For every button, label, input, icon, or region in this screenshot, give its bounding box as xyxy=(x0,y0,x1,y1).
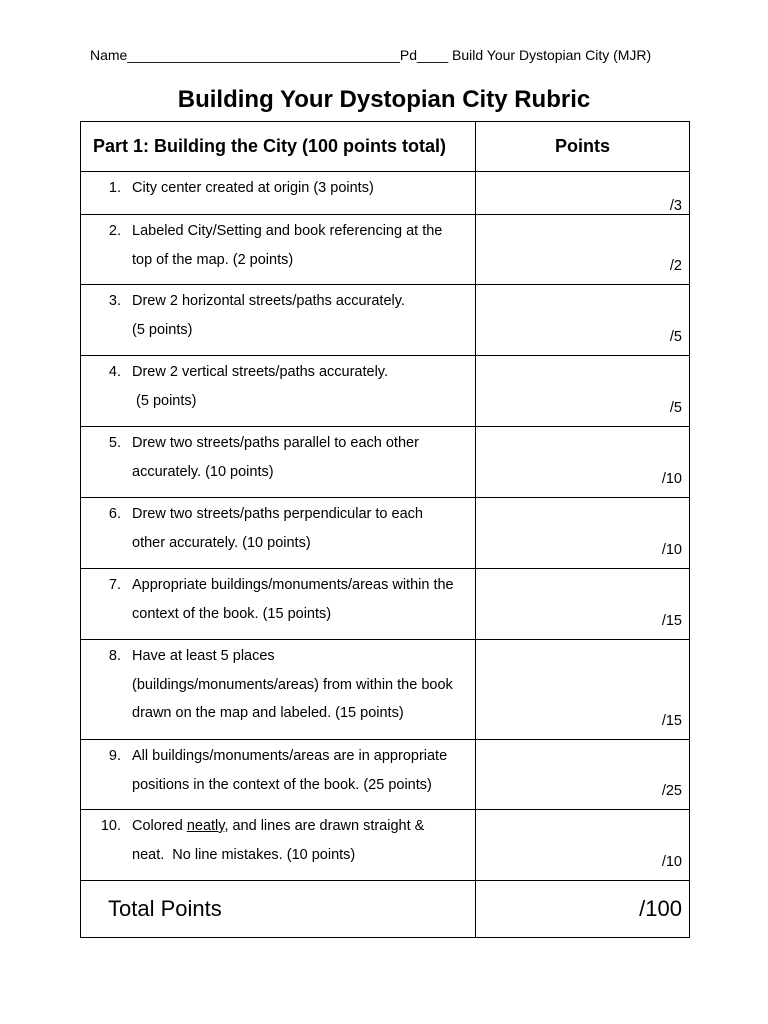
points-value: /15 xyxy=(661,713,682,729)
total-points-label: Total Points xyxy=(81,881,476,938)
criterion-text: context of the book. (15 points) xyxy=(132,605,332,622)
points-value: /10 xyxy=(661,854,682,870)
points-value: /10 xyxy=(661,542,682,558)
total-row xyxy=(81,881,690,938)
criterion-number: 10. xyxy=(100,818,121,834)
points-value: /3 xyxy=(669,198,682,214)
points-cell xyxy=(476,640,690,740)
table-row xyxy=(81,810,690,881)
criteria-column-header: Part 1: Building the City (100 points total) xyxy=(81,122,476,172)
points-cell xyxy=(476,356,690,427)
criterion-cell xyxy=(81,810,476,881)
criterion-number: 1. xyxy=(108,180,121,196)
points-cell xyxy=(476,427,690,498)
table-row xyxy=(81,356,690,427)
criterion-text: Drew two streets/paths perpendicular to each xyxy=(132,506,423,522)
rubric-table xyxy=(80,121,690,938)
points-value: /15 xyxy=(661,613,682,629)
criterion-number: 4. xyxy=(108,364,121,380)
criterion-text: Drew two streets/paths parallel to each other xyxy=(132,435,419,451)
total-points-value: /100 xyxy=(476,881,690,938)
criterion-text: Drew 2 vertical streets/paths accurately. xyxy=(132,364,388,380)
criterion-number: 2. xyxy=(108,223,121,239)
criterion-text: Labeled City/Setting and book referencing at the xyxy=(132,223,443,239)
table-row xyxy=(81,569,690,640)
points-cell xyxy=(476,285,690,356)
criterion-cell xyxy=(81,215,476,285)
points-column-header: Points xyxy=(476,122,690,172)
points-value: /10 xyxy=(661,471,682,487)
points-value: /2 xyxy=(669,258,682,274)
page-title: Building Your Dystopian City Rubric xyxy=(177,86,591,113)
table-row xyxy=(81,285,690,356)
criterion-text xyxy=(132,812,469,841)
criterion-text: (buildings/monuments/areas) from within the book xyxy=(132,676,453,693)
criterion-cell xyxy=(81,569,476,640)
criterion-number: 5. xyxy=(108,435,121,451)
criterion-text: (5 points) xyxy=(132,392,197,409)
table-row xyxy=(81,215,690,285)
criterion-text: Have at least 5 places xyxy=(132,648,275,664)
criterion-text: accurately. (10 points) xyxy=(132,463,274,480)
name-period-header: Name___________________________________Pd____ Build Your Dystopian City (MJR) xyxy=(90,47,652,63)
points-cell xyxy=(476,215,690,285)
criterion-text-prefix: Colored xyxy=(132,818,187,834)
criterion-text: Drew 2 horizontal streets/paths accurately. xyxy=(132,293,405,309)
criterion-number: 6. xyxy=(108,506,121,522)
criterion-text: All buildings/monuments/areas are in appropriate xyxy=(132,748,448,764)
points-cell xyxy=(476,172,690,215)
criterion-cell xyxy=(81,498,476,569)
criterion-text: top of the map. (2 points) xyxy=(132,251,294,268)
criterion-text: Appropriate buildings/monuments/areas within the xyxy=(132,577,454,593)
criterion-number: 7. xyxy=(108,577,121,593)
criterion-text: positions in the context of the book. (25 points) xyxy=(132,776,432,793)
table-row xyxy=(81,740,690,810)
table-row xyxy=(81,498,690,569)
criterion-cell xyxy=(81,285,476,356)
table-header-row xyxy=(81,122,690,172)
criterion-number: 8. xyxy=(108,648,121,664)
criterion-cell xyxy=(81,740,476,810)
points-cell xyxy=(476,810,690,881)
points-value: /25 xyxy=(661,783,682,799)
criterion-number: 9. xyxy=(108,748,121,764)
criterion-text: (5 points) xyxy=(132,321,193,338)
points-value: /5 xyxy=(669,329,682,345)
points-cell xyxy=(476,498,690,569)
table-row xyxy=(81,640,690,740)
criterion-cell xyxy=(81,356,476,427)
criterion-text: drawn on the map and labeled. (15 points) xyxy=(132,705,404,721)
criterion-text-underlined: neatly xyxy=(186,818,225,834)
criterion-text: neat. No line mistakes. (10 points) xyxy=(132,846,356,863)
table-row xyxy=(81,427,690,498)
criterion-cell xyxy=(81,640,476,740)
criterion-cell xyxy=(81,172,476,215)
points-value: /5 xyxy=(669,400,682,416)
criterion-text-suffix: , and lines are drawn straight & xyxy=(224,818,425,834)
points-cell xyxy=(476,569,690,640)
criterion-number: 3. xyxy=(108,293,121,309)
points-cell xyxy=(476,740,690,810)
criterion-cell xyxy=(81,427,476,498)
table-row xyxy=(81,172,690,215)
criterion-text: City center created at origin (3 points) xyxy=(132,180,374,196)
criterion-text: other accurately. (10 points) xyxy=(132,534,311,551)
